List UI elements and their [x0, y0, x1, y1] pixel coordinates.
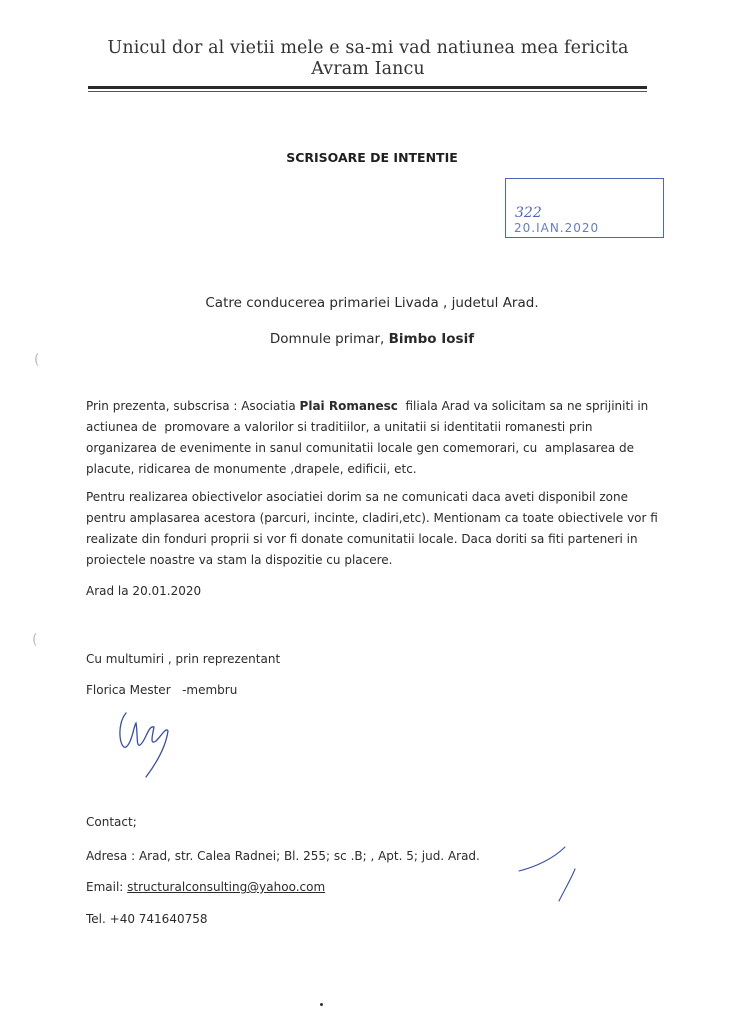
- signer-line: Florica Mester -membru: [86, 683, 238, 697]
- email-link[interactable]: structuralconsulting@yahoo.com: [127, 880, 326, 894]
- recipient-line: Catre conducerea primariei Livada , judetul Arad.: [205, 295, 539, 311]
- p1-after: filiala Arad va solicitam sa ne sprijiniti in actiunea de promovare a valorilor si traditiilor, a unitatii si identitatii romanesti prin organizarea de evenimente in sanul comunitatii locale gen comemorari, cu amplasarea de placute, ridicarea de monumente ,drapele, edificii, etc.: [86, 399, 653, 476]
- document-title: SCRISOARE DE INTENTIE: [286, 150, 458, 165]
- closing-line: Cu multumiri , prin reprezentant: [86, 652, 281, 666]
- scan-dot: [320, 1003, 323, 1006]
- body-paragraph-2: Pentru realizarea obiectivelor asociatiei dorim sa ne comunicati daca aveti disponibil zone pentru amplasarea acestora (parcuri, incinte, cladiri,etc). Mentionam ca toate obiectivele vor fi realizate din fonduri proprii si vor fi donate comunitatii locale. Daca doriti sa fiti parteneri in proiectele noastre va stam la dispozitie cu placere.: [86, 490, 658, 567]
- salutation-prefix: Domnule primar,: [269, 331, 389, 347]
- contact-address: Adresa : Arad, str. Calea Radnei; Bl. 255; sc .B; , Apt. 5; jud. Arad.: [86, 849, 480, 863]
- registration-stamp: [505, 178, 664, 238]
- contact-heading: Contact;: [86, 815, 137, 829]
- motto-line-2: Avram Iancu: [311, 59, 425, 79]
- body-paragraph-1: [86, 396, 661, 480]
- salutation-name: Bimbo Iosif: [388, 331, 475, 347]
- contact-email-row: [86, 880, 325, 894]
- scan-binder-mark: (: [34, 352, 40, 368]
- stamp-date: 20.IAN.2020: [514, 221, 600, 235]
- p1-before: Prin prezenta, subscrisa : Asociatia: [86, 399, 300, 413]
- motto-line-1: Unicul dor al vietii mele e sa-mi vad natiunea mea fericita: [107, 38, 629, 58]
- contact-phone: Tel. +40 741640758: [86, 912, 208, 926]
- email-label: Email:: [86, 880, 128, 894]
- header-rule-thick: [88, 86, 647, 89]
- scan-binder-mark: (: [32, 632, 38, 648]
- place-date: Arad la 20.01.2020: [86, 584, 202, 598]
- handwritten-signature: [112, 695, 182, 785]
- pen-scribble: [515, 843, 585, 913]
- header-motto: [88, 38, 648, 80]
- stamp-number: 322: [515, 205, 542, 221]
- header-rule-thin: [88, 91, 647, 92]
- p1-association-name: Plai Romanesc: [299, 399, 398, 413]
- salutation: [0, 331, 744, 347]
